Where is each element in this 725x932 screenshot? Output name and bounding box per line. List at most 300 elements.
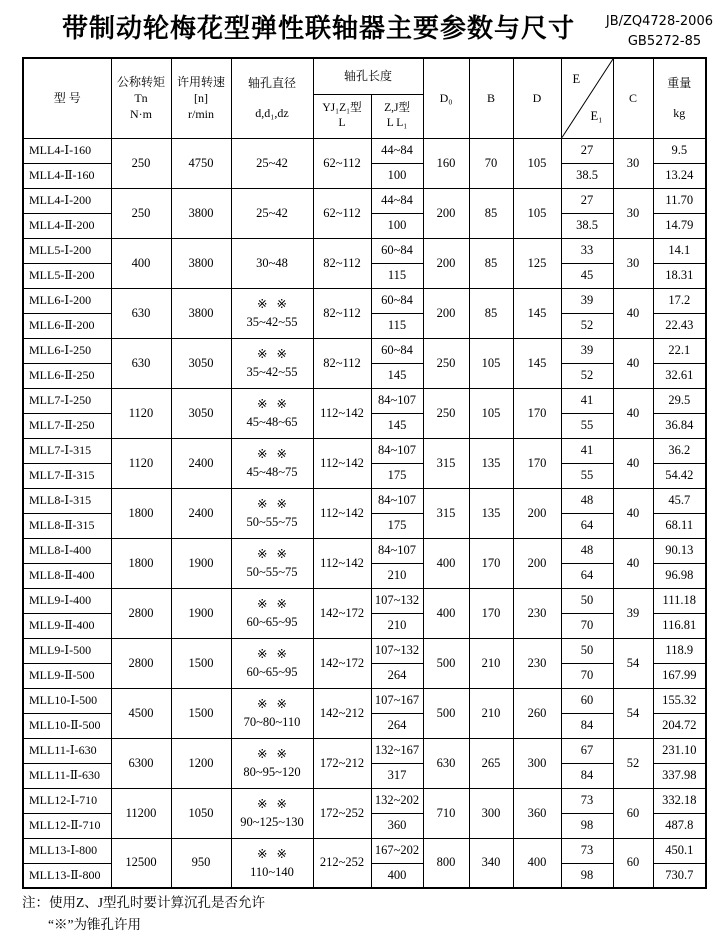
speed-cell: 1200 <box>171 738 231 788</box>
D-cell: 300 <box>513 738 561 788</box>
bore-length-zj-cell-1: 84~107 <box>371 388 423 413</box>
E1-label: E₁ <box>590 108 603 123</box>
weight-cell-1: 450.1 <box>653 838 706 863</box>
table-row-type-1 <box>23 488 706 513</box>
torque-cell: 4500 <box>111 688 171 738</box>
bore-diameter-cell <box>231 538 313 588</box>
E-cell: 27 <box>561 138 613 163</box>
E1-cell: 98 <box>561 813 613 838</box>
bore-length-yj-cell: 142~172 <box>313 638 371 688</box>
weight-cell-2: 13.24 <box>653 163 706 188</box>
torque-cell: 1120 <box>111 388 171 438</box>
model-header-label: 型 号 <box>53 91 81 106</box>
bore-length-zj-cell-2: 115 <box>371 313 423 338</box>
bore-diameter-range: 25~42 <box>256 206 288 220</box>
weight-cell-1: 17.2 <box>653 288 706 313</box>
bore-length-zj-cell-2: 317 <box>371 763 423 788</box>
speed-cell: 950 <box>171 838 231 888</box>
torque-cell: 400 <box>111 238 171 288</box>
E-cell: 60 <box>561 688 613 713</box>
D0-cell: 800 <box>423 838 469 888</box>
model-cell: MLL10-Ⅰ-500 <box>23 688 111 713</box>
B-cell: 170 <box>469 538 513 588</box>
col-header-C <box>613 58 653 138</box>
bore-diameter-range: 50~55~75 <box>246 565 298 579</box>
col-header-D <box>513 58 561 138</box>
model-cell: MLL9-Ⅱ-400 <box>23 613 111 638</box>
col-header-model <box>23 58 111 138</box>
C-cell: 40 <box>613 538 653 588</box>
bore-length-yj-cell: 212~252 <box>313 838 371 888</box>
weight-cell-1: 29.5 <box>653 388 706 413</box>
bore-length-zj-cell-1: 84~107 <box>371 538 423 563</box>
D-cell: 145 <box>513 288 561 338</box>
torque-cell: 630 <box>111 288 171 338</box>
E-cell: 73 <box>561 788 613 813</box>
weight-cell-2: 36.84 <box>653 413 706 438</box>
B-cell: 105 <box>469 338 513 388</box>
model-cell: MLL10-Ⅱ-500 <box>23 713 111 738</box>
bore-length-yj-cell: 62~112 <box>313 188 371 238</box>
B-cell: 340 <box>469 838 513 888</box>
D-cell: 105 <box>513 138 561 188</box>
E1-cell: 52 <box>561 313 613 338</box>
standard-code-gb: GB5272-85 <box>627 34 702 49</box>
bore-length-yj-cell: 112~142 <box>313 538 371 588</box>
E-cell: 27 <box>561 188 613 213</box>
col-header-bore-diameter <box>231 58 313 138</box>
model-cell: MLL7-Ⅱ-315 <box>23 463 111 488</box>
notes <box>22 892 265 932</box>
bore-diameter-cell <box>231 138 313 188</box>
bore-length-zj-cell-1: 84~107 <box>371 438 423 463</box>
weight-cell-1: 11.70 <box>653 188 706 213</box>
D0-cell: 500 <box>423 638 469 688</box>
C-cell: 40 <box>613 438 653 488</box>
C-cell: 30 <box>613 238 653 288</box>
bore-length-zj-cell-2: 100 <box>371 163 423 188</box>
bore-length-zj-cell-2: 145 <box>371 363 423 388</box>
standard-code-jb: JB/ZQ4728-2006 <box>605 14 713 29</box>
col-header-speed <box>171 58 231 138</box>
bore-diameter-range: 90~125~130 <box>240 815 304 829</box>
speed-cell: 3800 <box>171 288 231 338</box>
weight-cell-2: 32.61 <box>653 363 706 388</box>
C-cell: 40 <box>613 338 653 388</box>
E-cell: 73 <box>561 838 613 863</box>
B-cell: 135 <box>469 488 513 538</box>
bore-diameter-range: 45~48~75 <box>246 465 298 479</box>
E1-cell: 38.5 <box>561 213 613 238</box>
bore-length-zj-cell-1: 84~107 <box>371 488 423 513</box>
E-cell: 50 <box>561 588 613 613</box>
weight-cell-2: 487.8 <box>653 813 706 838</box>
taper-bore-mark: ※ ※ <box>256 697 288 711</box>
model-cell: MLL9-Ⅰ-500 <box>23 638 111 663</box>
torque-cell: 1800 <box>111 538 171 588</box>
bore-length-zj-cell-2: 400 <box>371 863 423 888</box>
B-cell: 105 <box>469 388 513 438</box>
weight-cell-1: 22.1 <box>653 338 706 363</box>
torque-cell: 6300 <box>111 738 171 788</box>
speed-cell: 1500 <box>171 688 231 738</box>
D-cell: 260 <box>513 688 561 738</box>
D-cell: 200 <box>513 538 561 588</box>
E1-cell: 38.5 <box>561 163 613 188</box>
B-cell: 135 <box>469 438 513 488</box>
C-cell: 60 <box>613 838 653 888</box>
torque-cell: 2800 <box>111 588 171 638</box>
model-cell: MLL11-Ⅱ-630 <box>23 763 111 788</box>
bore-length-yj-cell: 142~172 <box>313 588 371 638</box>
E-cell: 33 <box>561 238 613 263</box>
model-cell: MLL8-Ⅱ-400 <box>23 563 111 588</box>
D0-cell: 250 <box>423 388 469 438</box>
E1-cell: 84 <box>561 763 613 788</box>
taper-bore-mark: ※ ※ <box>256 597 288 611</box>
bore-diameter-cell <box>231 338 313 388</box>
D0-cell: 200 <box>423 238 469 288</box>
table-row-type-1 <box>23 138 706 163</box>
bore-length-zj-cell-1: 107~167 <box>371 688 423 713</box>
D-cell: 230 <box>513 638 561 688</box>
bore-length-zj-cell-2: 210 <box>371 563 423 588</box>
model-cell: MLL6-Ⅱ-250 <box>23 363 111 388</box>
bore-diameter-cell <box>231 488 313 538</box>
table-header <box>23 58 706 138</box>
torque-cell: 1120 <box>111 438 171 488</box>
bore-dia-symbols: d,d₁,dz <box>255 106 289 121</box>
weight-cell-2: 14.79 <box>653 213 706 238</box>
page-title: 带制动轮梅花型弹性联轴器主要参数与尺寸 <box>62 14 576 44</box>
D0-cell: 400 <box>423 588 469 638</box>
model-cell: MLL13-Ⅱ-800 <box>23 863 111 888</box>
col-header-bore-length-ZJ <box>371 94 423 138</box>
bore-diameter-range: 80~95~120 <box>243 765 301 779</box>
B-cell: 85 <box>469 288 513 338</box>
model-cell: MLL6-Ⅱ-200 <box>23 313 111 338</box>
E1-cell: 55 <box>561 413 613 438</box>
weight-cell-1: 231.10 <box>653 738 706 763</box>
D0-cell: 500 <box>423 688 469 738</box>
speed-symbol: [n] <box>194 91 208 106</box>
col-header-E-E1 <box>561 58 613 138</box>
weight-cell-1: 332.18 <box>653 788 706 813</box>
col-header-B <box>469 58 513 138</box>
parameters-table <box>22 57 707 889</box>
C-cell: 40 <box>613 288 653 338</box>
D-cell: 170 <box>513 438 561 488</box>
taper-bore-mark: ※ ※ <box>256 797 288 811</box>
D0-cell: 315 <box>423 438 469 488</box>
weight-cell-2: 68.11 <box>653 513 706 538</box>
bore-length-yj-cell: 62~112 <box>313 138 371 188</box>
C-cell: 39 <box>613 588 653 638</box>
bore-length-yj-cell: 112~142 <box>313 438 371 488</box>
bore-length-yj-cell: 112~142 <box>313 388 371 438</box>
bore-length-yj-cell: 142~212 <box>313 688 371 738</box>
bore-length-zj-cell-1: 107~132 <box>371 638 423 663</box>
speed-cell: 1500 <box>171 638 231 688</box>
D-cell: 360 <box>513 788 561 838</box>
bore-diameter-range: 45~48~65 <box>246 415 298 429</box>
bore-diameter-range: 60~65~95 <box>246 665 298 679</box>
model-cell: MLL4-Ⅱ-160 <box>23 163 111 188</box>
col-header-torque <box>111 58 171 138</box>
D0-cell: 200 <box>423 188 469 238</box>
model-cell: MLL11-Ⅰ-630 <box>23 738 111 763</box>
table-row-type-1 <box>23 538 706 563</box>
E1-cell: 70 <box>561 613 613 638</box>
B-cell: 85 <box>469 188 513 238</box>
taper-bore-mark: ※ ※ <box>256 846 288 861</box>
torque-cell: 630 <box>111 338 171 388</box>
bore-diameter-range: 110~140 <box>250 864 294 879</box>
bore-diameter-range: 25~42 <box>256 156 288 170</box>
bore-length-zj-cell-2: 264 <box>371 713 423 738</box>
E-cell: 39 <box>561 288 613 313</box>
speed-cell: 2400 <box>171 488 231 538</box>
model-cell: MLL12-Ⅰ-710 <box>23 788 111 813</box>
model-cell: MLL9-Ⅰ-400 <box>23 588 111 613</box>
model-cell: MLL7-Ⅱ-250 <box>23 413 111 438</box>
bore-length-zj-cell-2: 115 <box>371 263 423 288</box>
weight-cell-1: 118.9 <box>653 638 706 663</box>
torque-symbol: Tn <box>134 91 148 106</box>
weight-cell-2: 337.98 <box>653 763 706 788</box>
B-cell: 210 <box>469 688 513 738</box>
bore-diameter-range: 70~80~110 <box>243 715 301 729</box>
table-row-type-1 <box>23 238 706 263</box>
E-cell: 48 <box>561 538 613 563</box>
E1-cell: 45 <box>561 263 613 288</box>
bore-length-zj-cell-1: 60~84 <box>371 288 423 313</box>
E1-cell: 55 <box>561 463 613 488</box>
bore-length-yj-cell: 82~112 <box>313 338 371 388</box>
taper-bore-mark: ※ ※ <box>256 447 288 461</box>
table-row-type-1 <box>23 788 706 813</box>
D0-label: D₀ <box>439 91 453 106</box>
bore-diameter-cell <box>231 588 313 638</box>
note-line-2: “※”为锥孔许用 <box>48 917 141 932</box>
speed-cell: 1900 <box>171 538 231 588</box>
B-cell: 85 <box>469 238 513 288</box>
weight-cell-2: 54.42 <box>653 463 706 488</box>
D-cell: 170 <box>513 388 561 438</box>
torque-label: 公称转矩 <box>116 75 165 90</box>
model-cell: MLL8-Ⅰ-315 <box>23 488 111 513</box>
table-row-type-1 <box>23 838 706 863</box>
D0-cell: 400 <box>423 538 469 588</box>
E1-cell: 64 <box>561 563 613 588</box>
speed-cell: 3800 <box>171 238 231 288</box>
model-cell: MLL4-Ⅰ-200 <box>23 188 111 213</box>
table-row-type-1 <box>23 638 706 663</box>
B-cell: 210 <box>469 638 513 688</box>
weight-cell-1: 111.18 <box>653 588 706 613</box>
weight-cell-1: 90.13 <box>653 538 706 563</box>
B-label: B <box>487 91 496 106</box>
D0-cell: 630 <box>423 738 469 788</box>
D-cell: 105 <box>513 188 561 238</box>
note-line-1: 注：使用Z、J型孔时要计算沉孔是否允许 <box>22 895 265 910</box>
D-cell: 125 <box>513 238 561 288</box>
bore-diameter-cell <box>231 738 313 788</box>
model-cell: MLL4-Ⅱ-200 <box>23 213 111 238</box>
weight-cell-1: 9.5 <box>653 138 706 163</box>
bore-diameter-cell <box>231 688 313 738</box>
bore-length-zj-cell-2: 100 <box>371 213 423 238</box>
taper-bore-mark: ※ ※ <box>256 647 288 661</box>
weight-cell-2: 116.81 <box>653 613 706 638</box>
torque-cell: 250 <box>111 188 171 238</box>
yj-length-symbol: L <box>338 117 346 129</box>
taper-bore-mark: ※ ※ <box>256 497 288 511</box>
weight-cell-1: 45.7 <box>653 488 706 513</box>
E-cell: 41 <box>561 388 613 413</box>
weight-cell-2: 204.72 <box>653 713 706 738</box>
C-label: C <box>629 91 638 106</box>
model-cell: MLL6-Ⅰ-200 <box>23 288 111 313</box>
model-cell: MLL4-Ⅰ-160 <box>23 138 111 163</box>
speed-unit: r/min <box>188 107 214 122</box>
table-row-type-1 <box>23 438 706 463</box>
model-cell: MLL5-Ⅰ-200 <box>23 238 111 263</box>
bore-length-zj-cell-1: 44~84 <box>371 138 423 163</box>
model-cell: MLL7-Ⅰ-250 <box>23 388 111 413</box>
speed-cell: 3050 <box>171 388 231 438</box>
C-cell: 60 <box>613 788 653 838</box>
bore-length-zj-cell-2: 145 <box>371 413 423 438</box>
col-header-bore-length <box>313 58 423 94</box>
standard-codes <box>606 12 713 52</box>
speed-cell: 1050 <box>171 788 231 838</box>
B-cell: 265 <box>469 738 513 788</box>
weight-cell-1: 36.2 <box>653 438 706 463</box>
bore-length-zj-cell-1: 60~84 <box>371 338 423 363</box>
bore-length-yj-cell: 82~112 <box>313 288 371 338</box>
E1-cell: 98 <box>561 863 613 888</box>
E-cell: 50 <box>561 638 613 663</box>
D-cell: 400 <box>513 838 561 888</box>
E-cell: 67 <box>561 738 613 763</box>
bore-length-zj-cell-1: 107~132 <box>371 588 423 613</box>
weight-cell-1: 14.1 <box>653 238 706 263</box>
weight-unit: kg <box>673 106 686 121</box>
taper-bore-mark: ※ ※ <box>256 547 288 561</box>
C-cell: 30 <box>613 138 653 188</box>
torque-cell: 250 <box>111 138 171 188</box>
model-cell: MLL8-Ⅰ-400 <box>23 538 111 563</box>
E1-cell: 70 <box>561 663 613 688</box>
bore-diameter-cell <box>231 788 313 838</box>
bore-length-zj-cell-2: 264 <box>371 663 423 688</box>
bore-diameter-cell <box>231 638 313 688</box>
bore-length-yj-cell: 82~112 <box>313 238 371 288</box>
table-row-type-1 <box>23 588 706 613</box>
E1-cell: 64 <box>561 513 613 538</box>
torque-cell: 1800 <box>111 488 171 538</box>
D-cell: 230 <box>513 588 561 638</box>
D0-cell: 710 <box>423 788 469 838</box>
bore-length-zj-cell-2: 175 <box>371 463 423 488</box>
bore-diameter-range: 60~65~95 <box>246 615 298 629</box>
weight-cell-2: 18.31 <box>653 263 706 288</box>
C-cell: 52 <box>613 738 653 788</box>
weight-cell-1: 155.32 <box>653 688 706 713</box>
E1-cell: 84 <box>561 713 613 738</box>
table-row-type-1 <box>23 338 706 363</box>
bore-diameter-range: 35~42~55 <box>246 315 298 329</box>
table-body <box>23 138 706 888</box>
table-row-type-1 <box>23 288 706 313</box>
D-cell: 200 <box>513 488 561 538</box>
D-cell: 145 <box>513 338 561 388</box>
speed-label: 许用转速 <box>176 75 225 90</box>
bore-diameter-cell <box>231 238 313 288</box>
C-cell: 40 <box>613 488 653 538</box>
D-label: D <box>532 91 542 106</box>
taper-bore-mark: ※ ※ <box>256 747 288 761</box>
yj-type-label: YJ₁Z₁型 <box>322 102 362 114</box>
weight-cell-2: 167.99 <box>653 663 706 688</box>
header-row-1 <box>23 58 706 94</box>
bore-diameter-range: 30~48 <box>256 256 288 270</box>
col-header-D0 <box>423 58 469 138</box>
table-row-type-1 <box>23 688 706 713</box>
model-cell: MLL8-Ⅱ-315 <box>23 513 111 538</box>
C-cell: 30 <box>613 188 653 238</box>
bore-diameter-cell <box>231 388 313 438</box>
diagonal-divider-line <box>562 59 613 138</box>
speed-cell: 2400 <box>171 438 231 488</box>
taper-bore-mark: ※ ※ <box>256 347 288 361</box>
bore-length-zj-cell-1: 60~84 <box>371 238 423 263</box>
model-cell: MLL12-Ⅱ-710 <box>23 813 111 838</box>
bore-diameter-range: 35~42~55 <box>246 365 298 379</box>
model-cell: MLL5-Ⅱ-200 <box>23 263 111 288</box>
B-cell: 70 <box>469 138 513 188</box>
zj-length-symbols: L L₁ <box>386 117 408 129</box>
table-row-type-1 <box>23 388 706 413</box>
E-cell: 39 <box>561 338 613 363</box>
col-header-weight <box>653 58 706 138</box>
bore-length-zj-cell-1: 167~202 <box>371 838 423 863</box>
bore-diameter-cell <box>231 188 313 238</box>
taper-bore-mark: ※ ※ <box>256 297 288 311</box>
table-row-type-1 <box>23 188 706 213</box>
weight-label: 重量 <box>667 76 692 91</box>
zj-type-label: Z,J型 <box>384 102 410 114</box>
C-cell: 54 <box>613 688 653 738</box>
bore-length-zj-cell-2: 210 <box>371 613 423 638</box>
torque-cell: 2800 <box>111 638 171 688</box>
B-cell: 170 <box>469 588 513 638</box>
model-cell: MLL13-Ⅰ-800 <box>23 838 111 863</box>
bore-length-yj-cell: 172~252 <box>313 788 371 838</box>
D0-cell: 160 <box>423 138 469 188</box>
bore-diameter-cell <box>231 288 313 338</box>
D0-cell: 200 <box>423 288 469 338</box>
model-cell: MLL9-Ⅱ-500 <box>23 663 111 688</box>
bore-length-zj-cell-2: 360 <box>371 813 423 838</box>
bore-diameter-range: 50~55~75 <box>246 515 298 529</box>
model-cell: MLL7-Ⅰ-315 <box>23 438 111 463</box>
weight-cell-2: 96.98 <box>653 563 706 588</box>
bore-length-zj-cell-2: 175 <box>371 513 423 538</box>
bore-diameter-cell <box>231 838 313 888</box>
B-cell: 300 <box>469 788 513 838</box>
